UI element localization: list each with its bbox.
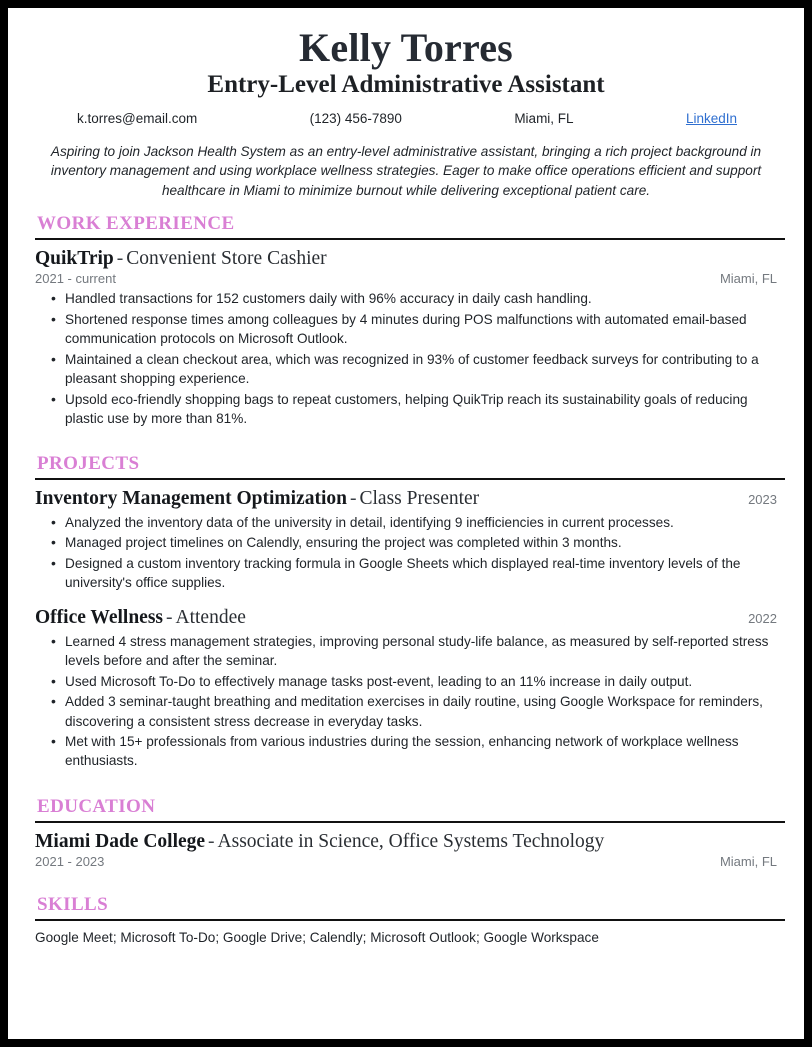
project-entry-year: 2022 <box>748 611 777 627</box>
work-entry-company: QuikTrip <box>35 247 114 269</box>
section-divider <box>35 821 785 823</box>
education-school: Miami Dade College <box>35 830 206 852</box>
section-heading-education: EDUCATION <box>37 795 156 817</box>
project-entry-role: Attendee <box>175 607 246 629</box>
title-separator: - <box>116 247 124 269</box>
contact-email[interactable]: k.torres@email.com <box>77 111 198 127</box>
education-entry-meta <box>35 854 777 869</box>
project-entry <box>35 606 777 770</box>
project-entry-title-row <box>35 606 777 629</box>
section-skills <box>35 895 777 948</box>
project-entry-title <box>35 487 479 510</box>
candidate-job-title: Entry-Level Administrative Assistant <box>207 71 605 99</box>
education-entry-title-row <box>35 830 777 853</box>
section-divider <box>35 919 785 921</box>
project-entry-name: Office Wellness <box>35 607 163 629</box>
spacer <box>35 432 777 440</box>
project-entry-role: Class Presenter <box>359 488 480 510</box>
education-dates: 2021 - 2023 <box>35 854 105 870</box>
contact-linkedin-link[interactable]: LinkedIn <box>685 111 737 127</box>
section-work-experience <box>35 214 777 428</box>
project-entry-name: Inventory Management Optimization <box>35 488 347 510</box>
bullet-item: • Upsold eco-friendly shopping bags to repeat customers, helping QuikTrip reach its sustainability goals of reducing plastic use by more than 81%. <box>35 390 777 429</box>
title-separator: - <box>166 607 173 629</box>
title-separator: - <box>349 488 357 510</box>
education-degree: Associate in Science, Office Systems Technology <box>217 830 605 852</box>
work-entry-dates: 2021 - current <box>35 271 116 287</box>
section-education <box>35 797 777 869</box>
work-entry-meta <box>35 271 777 286</box>
bullet-item: • Used Microsoft To-Do to effectively manage tasks post-event, leading to an 11% increase in daily output. <box>35 672 777 691</box>
work-entry <box>35 247 777 428</box>
education-location: Miami, FL <box>719 854 777 870</box>
bullet-item: • Analyzed the inventory data of the university in detail, identifying 9 inefficiencies in current processes. <box>35 513 777 532</box>
work-entry-role: Convenient Store Cashier <box>126 247 327 269</box>
contact-phone[interactable]: (123) 456-7890 <box>309 111 402 127</box>
contact-row <box>35 111 777 126</box>
bullet-item: • Shortened response times among colleagues by 4 minutes during POS malfunctions with automated email-based communication protocols on Microsoft Outlook. <box>35 310 777 349</box>
candidate-name: Kelly Torres <box>299 25 513 70</box>
bullet-item: • Met with 15+ professionals from various industries during the session, enhancing network of workplace wellness enthusiasts. <box>35 732 777 771</box>
skills-list: Google Meet; Microsoft To-Do; Google Drive; Calendly; Microsoft Outlook; Google Workspace <box>35 930 599 946</box>
project-entry <box>35 487 777 592</box>
education-entry-title <box>35 830 604 853</box>
spacer <box>35 873 777 881</box>
section-heading-skills: SKILLS <box>37 894 109 916</box>
work-entry-bullets <box>35 289 777 428</box>
bullet-item: • Maintained a clean checkout area, which was recognized in 93% of customer feedback surveys for contributing to a pleasant shopping experience. <box>35 350 777 389</box>
project-entry-year: 2023 <box>748 492 777 508</box>
bullet-item: • Learned 4 stress management strategies, improving personal study-life balance, as measured by self-reported stress levels before and after the seminar. <box>35 632 777 671</box>
project-entry-title-row <box>35 487 777 510</box>
resume-header <box>35 26 777 126</box>
bullet-item: • Designed a custom inventory tracking formula in Google Sheets which displayed real-time inventory levels of the university's office supplies. <box>35 554 777 593</box>
contact-location: Miami, FL <box>514 111 574 127</box>
section-heading-work-experience: WORK EXPERIENCE <box>37 213 235 235</box>
work-entry-title <box>35 247 327 270</box>
resume-content <box>8 8 804 1039</box>
section-divider <box>35 478 785 480</box>
work-entry-location: Miami, FL <box>719 271 777 287</box>
title-separator: - <box>208 830 215 852</box>
education-entry <box>35 830 777 869</box>
project-entry-bullets <box>35 513 777 593</box>
project-entry-title <box>35 606 246 629</box>
work-entry-title-row <box>35 247 777 270</box>
bullet-item: • Added 3 seminar-taught breathing and meditation exercises in daily routine, using Google Workspace for reminders, discovering a consistent stress decrease in everyday tasks. <box>35 692 777 731</box>
spacer <box>35 775 777 783</box>
section-divider <box>35 238 785 240</box>
bullet-item: • Handled transactions for 152 customers daily with 96% accuracy in daily cash handling. <box>35 289 777 308</box>
project-entry-bullets <box>35 632 777 771</box>
bullet-item: • Managed project timelines on Calendly, ensuring the project was completed within 3 months. <box>35 533 777 552</box>
professional-summary: Aspiring to join Jackson Health System as an entry-level administrative assistant, bringing a rich project background in inventory management and using workplace wellness strategies. Eager to make office operations efficient and support healthcare in Miami to minimize burnout while delivering exceptional patient care. <box>50 144 762 198</box>
section-heading-projects: PROJECTS <box>37 453 140 475</box>
section-projects <box>35 454 777 770</box>
